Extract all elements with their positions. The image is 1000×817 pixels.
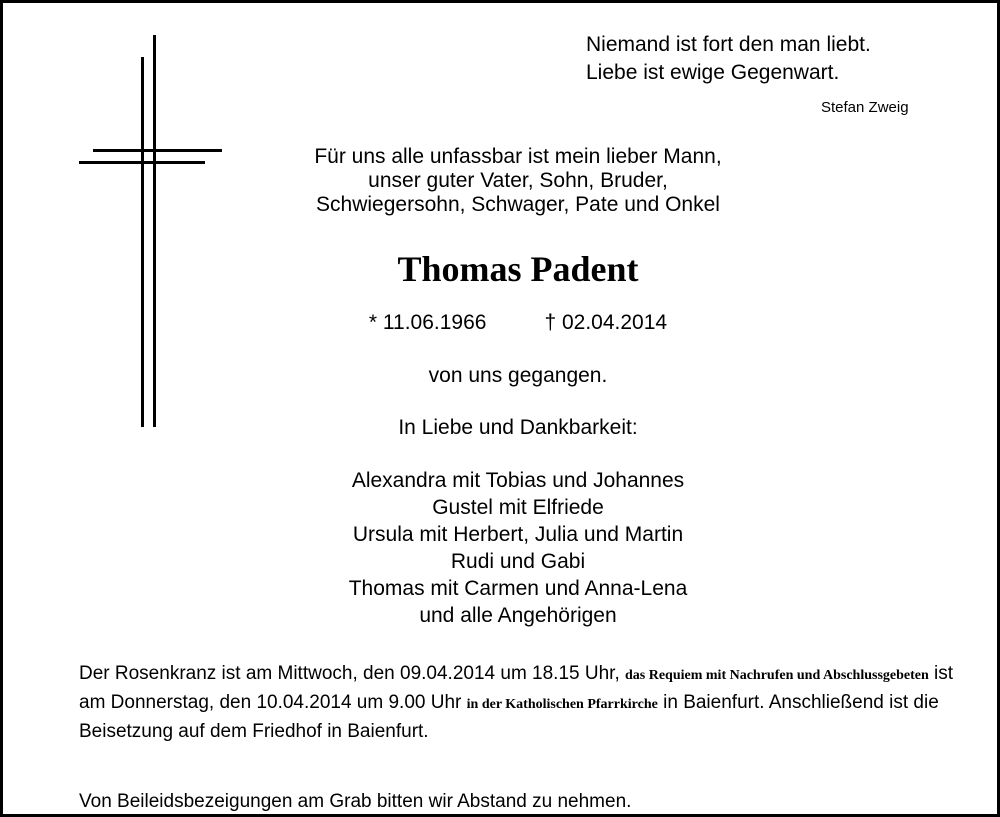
birth-date: * 11.06.1966 [368,311,487,334]
deceased-name: Thomas Padent [397,249,639,289]
passed-away-text: von uns gegangen. [428,364,608,387]
requiem-text: das Requiem mit Nachrufen und Abschlussgebeten [625,668,929,683]
intro-line: unser guter Vater, Sohn, Bruder, [368,169,668,192]
family-member: Thomas mit Carmen und Anna-Lena [348,577,688,600]
burial-text: in Baienfurt. Anschließend ist die Beisetzung auf dem Friedhof in Baienfurt. [79,692,939,742]
condolence-note: Von Beileidsbezeigungen am Grab bitten wir Abstand zu nehmen. [79,791,632,812]
requiem-date-text: ist am Donnerstag, den 10.04.2014 um 9.00 Uhr [79,663,954,713]
funeral-info [79,660,959,745]
church-text: in der Katholischen Pfarrkirche [466,697,658,712]
quote-block [586,31,871,87]
life-dates [203,310,833,336]
intro-line: Schwiegersohn, Schwager, Pate und Onkel [316,193,720,216]
family-list [203,467,833,629]
intro-line: Für uns alle unfassbar ist mein lieber Mann, [314,145,722,168]
family-member: Alexandra mit Tobias und Johannes [351,469,685,492]
family-member: Ursula mit Herbert, Julia und Martin [352,523,684,546]
death-date: † 02.04.2014 [544,311,668,334]
intro-text [203,145,833,217]
thanks-heading: In Liebe und Dankbarkeit: [398,416,638,439]
quote-author: Stefan Zweig [821,99,909,116]
family-member: Rudi und Gabi [450,550,586,573]
family-member: Gustel mit Elfriede [432,496,604,519]
rosary-text: Der Rosenkranz ist am Mittwoch, den 09.04.2014 um 18.15 Uhr, [79,663,625,684]
family-member: und alle Angehörigen [419,604,617,627]
quote-line: Liebe ist ewige Gegenwart. [586,61,840,84]
quote-line: Niemand ist fort den man liebt. [586,33,871,56]
